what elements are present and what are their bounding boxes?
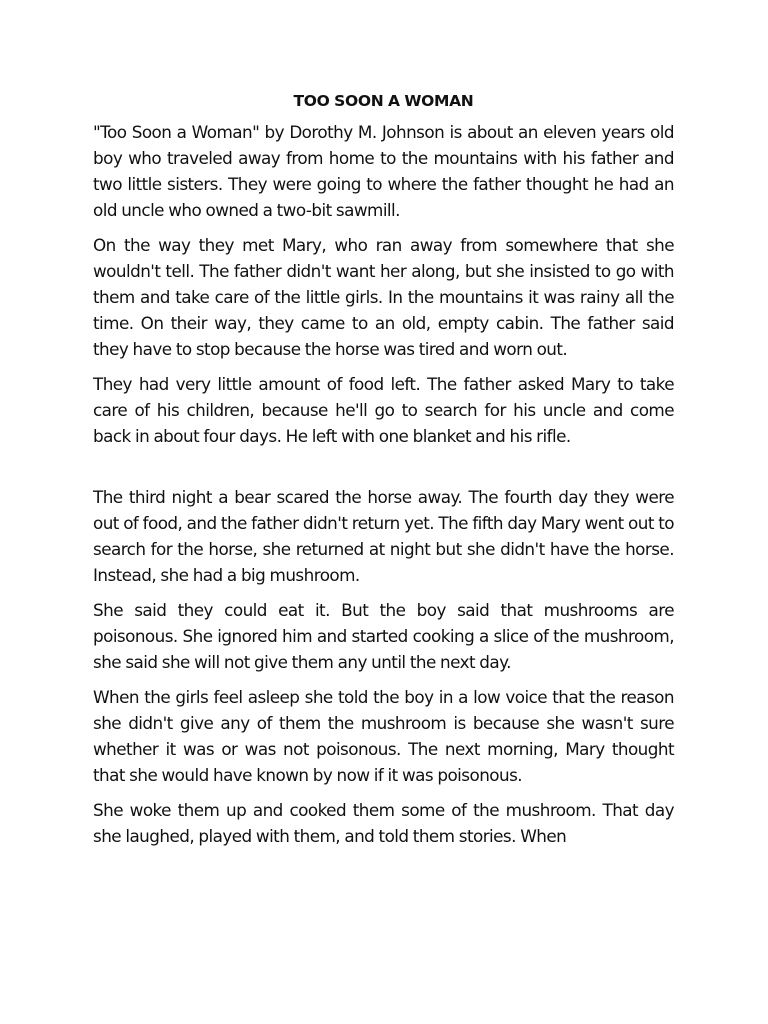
paragraph-5: She said they could eat it. But the boy said that mushrooms are poisonous. She ignored him and started cooking a slice of the mushroom, she said she will not give them any until the next day. bbox=[93, 600, 674, 672]
paragraph-2: On the way they met Mary, who ran away from somewhere that she wouldn't tell. The father didn't want her along, but she insisted to go with them and take care of the little girls. In the mountains it was rainy all the time. On their way, they came to an old, empty cabin. The father said they have to stop because the horse was tired and worn out. bbox=[93, 235, 674, 359]
document-page bbox=[93, 89, 674, 858]
paragraph-1: "Too Soon a Woman" by Dorothy M. Johnson is about an eleven years old boy who traveled away from home to the mountains with his father and two little sisters. They were going to where the father thought he had an old uncle who owned a two-bit sawmill. bbox=[93, 122, 674, 220]
paragraph-6: When the girls feel asleep she told the boy in a low voice that the reason she didn't give any of them the mushroom is because she wasn't sure whether it was or was not poisonous. The next morning, Mary thought that she would have known by now if it was poisonous. bbox=[93, 687, 674, 785]
paragraph-3: They had very little amount of food left. The father asked Mary to take care of his children, because he'll go to search for his uncle and come back in about four days. He left with one blanket and his rifle. bbox=[93, 374, 674, 446]
document-title: TOO SOON A WOMAN bbox=[293, 92, 474, 110]
paragraph-4: The third night a bear scared the horse away. The fourth day they were out of food, and the father didn't return yet. The fifth day Mary went out to search for the horse, she returned at night but she didn't have the horse. Instead, she had a big mushroom. bbox=[93, 487, 674, 585]
paragraph-7: She woke them up and cooked them some of the mushroom. That day she laughed, played with them, and told them stories. When bbox=[93, 800, 674, 846]
